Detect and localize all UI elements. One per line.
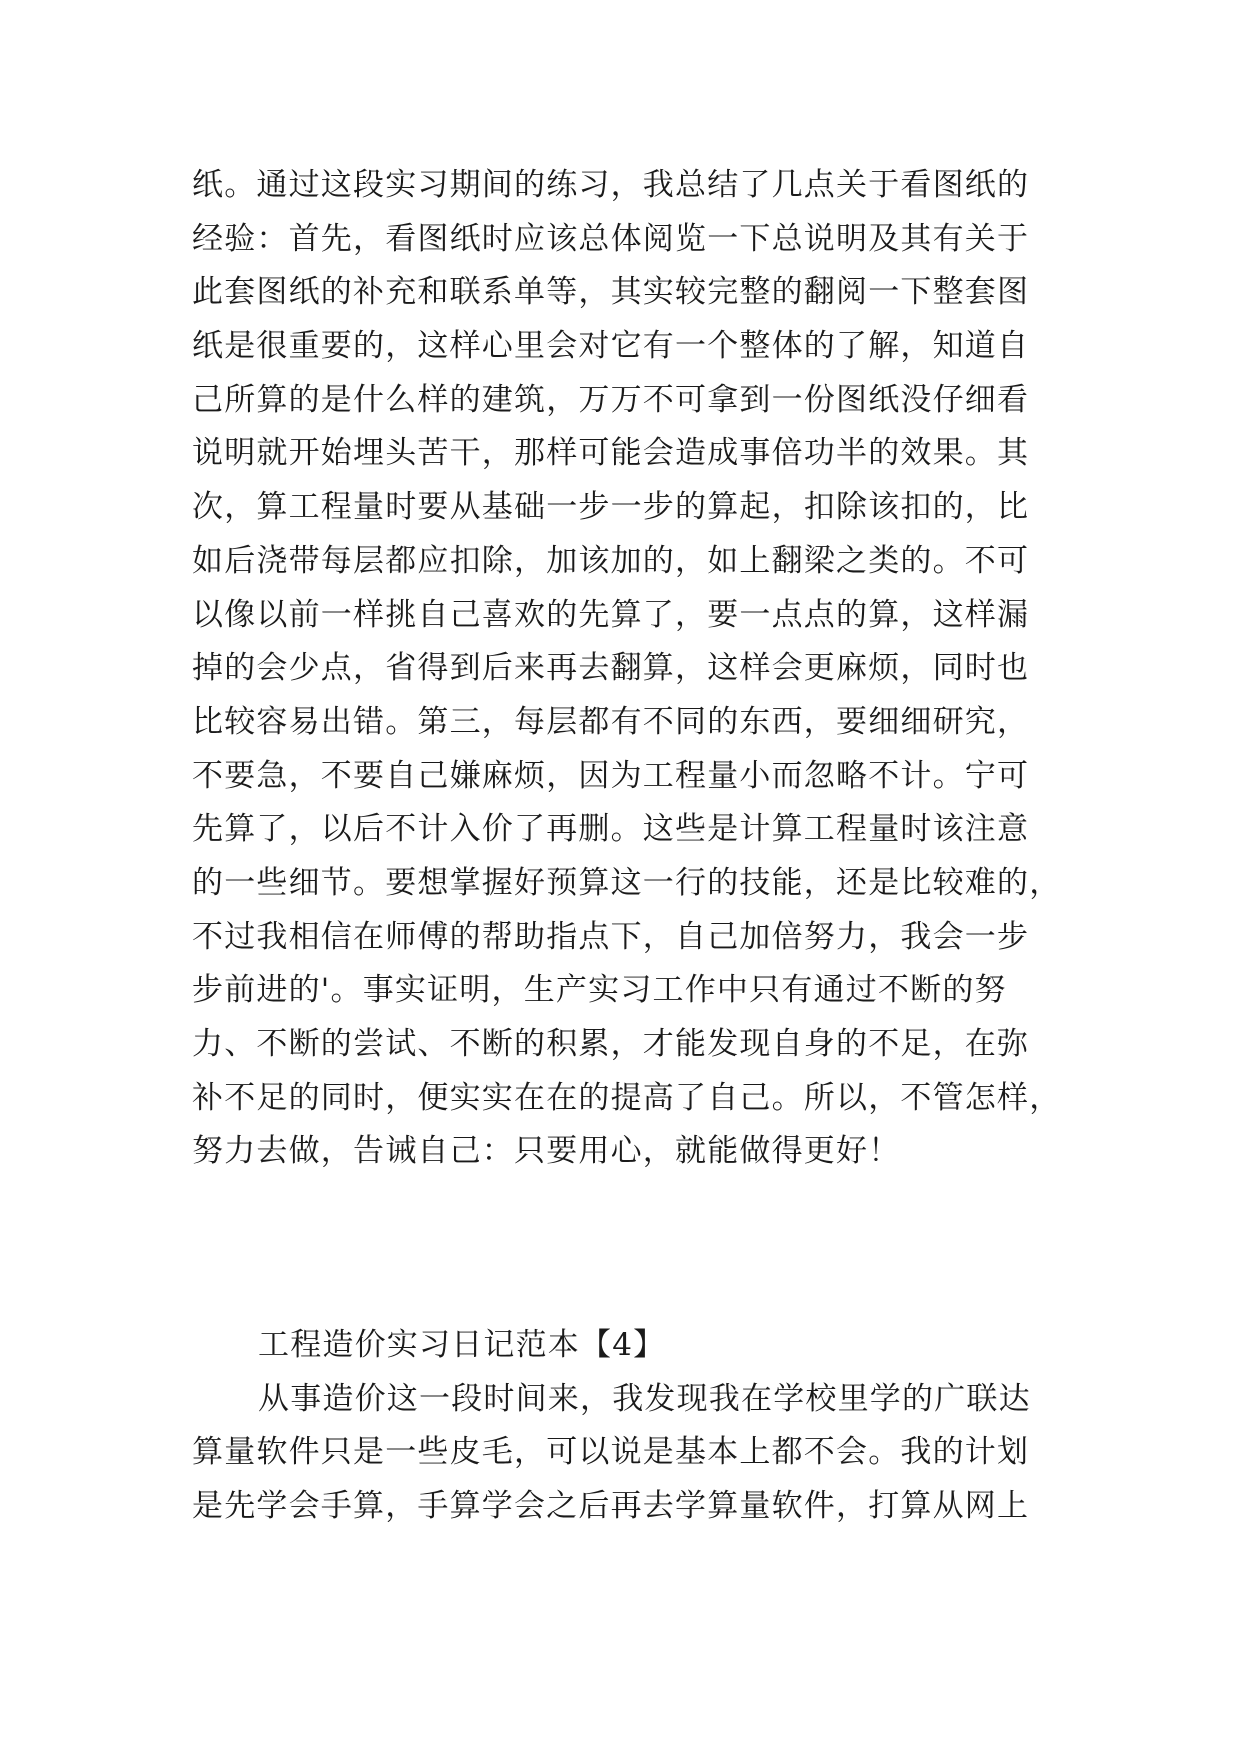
text-line: 己所算的是什么样的建筑，万万不可拿到一份图纸没仔细看 [192,381,1030,418]
text-line: 从事造价这一段时间来，我发现我在学校里学的广联达 [258,1380,1031,1417]
text-line: 纸是很重要的，这样心里会对它有一个整体的了解，知道自 [192,328,1030,365]
section-heading: 工程造价实习日记范本【4】 [258,1327,666,1363]
text-line: 掉的会少点，省得到后来再去翻算，这样会更麻烦，同时也 [192,650,1030,687]
text-line: 以像以前一样挑自己喜欢的先算了，要一点点的算，这样漏 [192,596,1030,633]
text-line: 此套图纸的补充和联系单等，其实较完整的翻阅一下整套图 [192,274,1030,311]
text-line: 努力去做，告诫自己：只要用心，就能做得更好！ [192,1133,901,1170]
text-line: 比较容易出错。第三，每层都有不同的东西，要细细研究， [192,703,1030,740]
paragraph-section-2 [192,1319,1052,1534]
text-line: 如后浇带每层都应扣除，加该加的，如上翻梁之类的。不可 [192,542,1030,579]
text-line: 的一些细节。要想掌握好预算这一行的技能，还是比较难的， [192,864,1062,901]
text-line: 先算了，以后不计入价了再删。这些是计算工程量时该注意 [192,811,1030,848]
text-line: 补不足的同时，便实实在在的提高了自己。所以，不管怎样， [192,1079,1062,1116]
text-line: 纸。通过这段实习期间的练习，我总结了几点关于看图纸的 [192,167,1030,203]
text-line: 力、不断的尝试、不断的积累，才能发现自身的不足，在弥 [192,1026,1030,1062]
text-line: 步前进的'。事实证明，生产实习工作中只有通过不断的努 [192,972,1007,1009]
text-line: 不过我相信在师傅的帮助指点下，自己加倍努力，我会一步 [192,918,1030,955]
text-line: 次，算工程量时要从基础一步一步的算起，扣除该扣的，比 [192,489,1030,526]
text-line: 不要急，不要自己嫌麻烦，因为工程量小而忽略不计。宁可 [192,757,1030,794]
text-line: 是先学会手算，手算学会之后再去学算量软件，打算从网上 [192,1488,1030,1525]
text-line: 算量软件只是一些皮毛，可以说是基本上都不会。我的计划 [192,1434,1030,1471]
text-line: 经验：首先，看图纸时应该总体阅览一下总说明及其有关于 [192,220,1030,257]
paragraph-section-1 [192,159,1062,1179]
text-line: 说明就开始埋头苦干，那样可能会造成事倍功半的效果。其 [192,435,1030,472]
